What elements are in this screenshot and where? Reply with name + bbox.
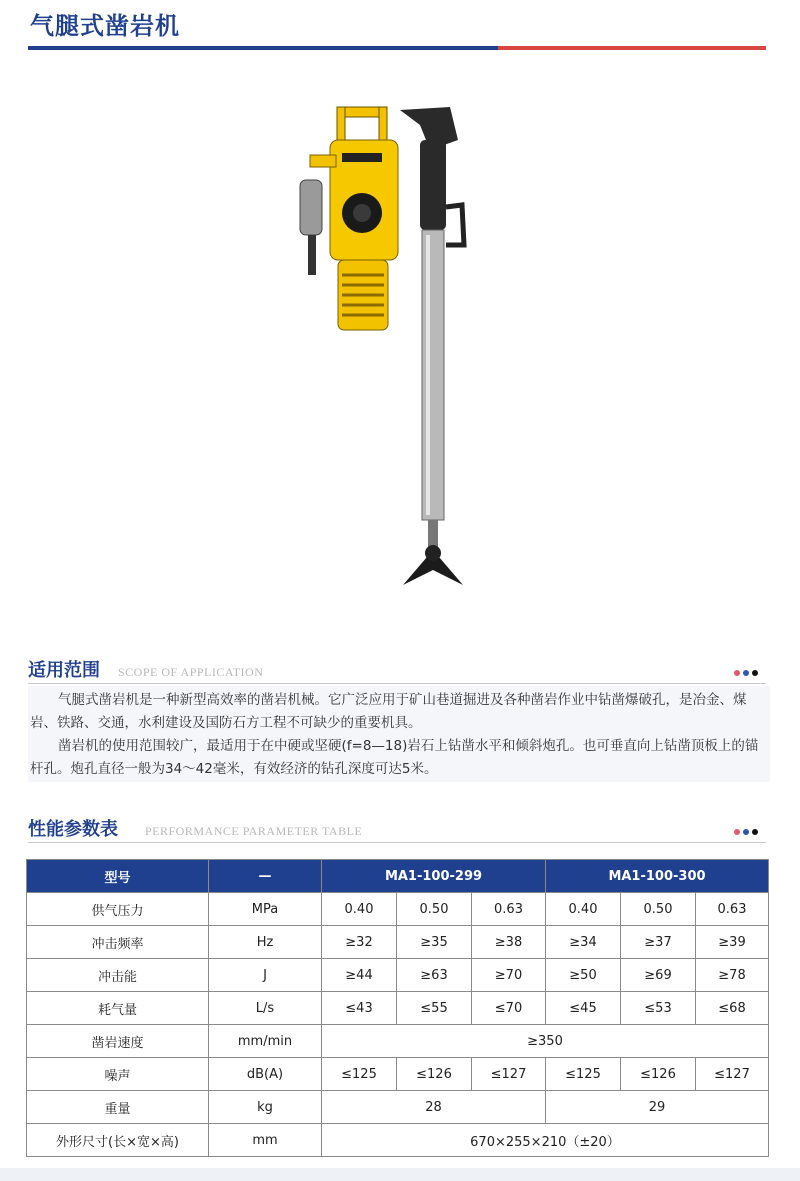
table-cell: ≤43 xyxy=(322,992,397,1025)
performance-table xyxy=(26,859,769,1157)
table-cell: ≥39 xyxy=(696,926,769,959)
performance-dots xyxy=(734,829,758,835)
table-cell: ≤125 xyxy=(322,1058,397,1091)
scope-paragraph-2: 凿岩机的使用范围较广，最适用于在中硬或坚硬(f=8—18)岩石上钻凿水平和倾斜炮孔。也可垂直向上钻凿顶板上的锚杆孔。炮孔直径一般为34～42毫米，有效经济的钻孔深度可达5米。 xyxy=(30,738,759,777)
scope-dots xyxy=(734,670,758,676)
row-label: 冲击能 xyxy=(27,959,209,992)
table-cell: 0.50 xyxy=(397,893,472,926)
table-cell: ≥69 xyxy=(621,959,696,992)
row-unit: MPa xyxy=(209,893,322,926)
table-cell: ≥78 xyxy=(696,959,769,992)
header-ma1-100-299: MA1-100-299 xyxy=(322,860,546,893)
table-cell: ≥32 xyxy=(322,926,397,959)
row-unit: mm xyxy=(209,1124,322,1157)
table-cell: ≥35 xyxy=(397,926,472,959)
row-label: 凿岩速度 xyxy=(27,1025,209,1058)
footer-shade xyxy=(0,1168,800,1181)
header-model: 型号 xyxy=(27,860,209,893)
header-rule-blue xyxy=(28,46,498,50)
table-cell: 0.40 xyxy=(322,893,397,926)
table-header-row xyxy=(27,860,769,893)
table-row xyxy=(27,992,769,1025)
table-row xyxy=(27,1091,769,1124)
header-rule-red xyxy=(498,46,766,50)
table-cell: 0.63 xyxy=(472,893,546,926)
row-unit: Hz xyxy=(209,926,322,959)
table-cell: ≥350 xyxy=(322,1025,769,1058)
row-unit: dB(A) xyxy=(209,1058,322,1091)
header-ma1-100-300: MA1-100-300 xyxy=(546,860,769,893)
row-label: 供气压力 xyxy=(27,893,209,926)
table-row xyxy=(27,1025,769,1058)
dot-red-icon xyxy=(734,670,740,676)
row-unit: L/s xyxy=(209,992,322,1025)
table-cell: 0.63 xyxy=(696,893,769,926)
table-row xyxy=(27,893,769,926)
table-cell: ≥70 xyxy=(472,959,546,992)
table-cell: ≥37 xyxy=(621,926,696,959)
row-label: 耗气量 xyxy=(27,992,209,1025)
table-cell: ≤55 xyxy=(397,992,472,1025)
row-unit: kg xyxy=(209,1091,322,1124)
table-cell: 29 xyxy=(546,1091,769,1124)
header-unit: — xyxy=(209,860,322,893)
rock-drill-image xyxy=(290,95,490,605)
table-cell: ≤45 xyxy=(546,992,621,1025)
table-cell: ≤127 xyxy=(696,1058,769,1091)
table-cell: ≤68 xyxy=(696,992,769,1025)
table-cell: 0.40 xyxy=(546,893,621,926)
table-cell: ≤53 xyxy=(621,992,696,1025)
table-cell: 0.50 xyxy=(621,893,696,926)
table-row xyxy=(27,1124,769,1157)
table-cell: ≤70 xyxy=(472,992,546,1025)
scope-title: 适用范围 xyxy=(28,660,100,681)
table-cell: ≥50 xyxy=(546,959,621,992)
dot-blue-icon xyxy=(743,829,749,835)
scope-divider xyxy=(28,683,766,684)
performance-title: 性能参数表 xyxy=(28,819,118,840)
row-label: 冲击频率 xyxy=(27,926,209,959)
row-label: 噪声 xyxy=(27,1058,209,1091)
page-title: 气腿式凿岩机 xyxy=(30,12,180,40)
table-row xyxy=(27,1058,769,1091)
dot-black-icon xyxy=(752,670,758,676)
table-cell: ≥34 xyxy=(546,926,621,959)
scope-paragraph-1: 气腿式凿岩机是一种新型高效率的凿岩机械。它广泛应用于矿山巷道掘进及各种凿岩作业中钻凿爆破孔，是冶金、煤岩、铁路、交通，水利建设及国防石方工程不可缺少的重要机具。 xyxy=(30,692,747,731)
row-label: 重量 xyxy=(27,1091,209,1124)
performance-divider xyxy=(28,842,766,843)
table-cell: ≥38 xyxy=(472,926,546,959)
dot-red-icon xyxy=(734,829,740,835)
row-unit: mm/min xyxy=(209,1025,322,1058)
scope-subtitle: SCOPE OF APPLICATION xyxy=(118,665,264,679)
table-cell: ≤127 xyxy=(472,1058,546,1091)
table-cell: ≥63 xyxy=(397,959,472,992)
table-row xyxy=(27,959,769,992)
dot-blue-icon xyxy=(743,670,749,676)
table-cell: ≤126 xyxy=(621,1058,696,1091)
row-unit: J xyxy=(209,959,322,992)
table-cell: ≤125 xyxy=(546,1058,621,1091)
row-label: 外形尺寸(长×宽×高) xyxy=(27,1124,209,1157)
dot-black-icon xyxy=(752,829,758,835)
performance-subtitle: PERFORMANCE PARAMETER TABLE xyxy=(145,824,363,838)
table-cell: 28 xyxy=(322,1091,546,1124)
table-cell: ≤126 xyxy=(397,1058,472,1091)
table-cell: 670×255×210（±20） xyxy=(322,1124,769,1157)
table-row xyxy=(27,926,769,959)
table-cell: ≥44 xyxy=(322,959,397,992)
